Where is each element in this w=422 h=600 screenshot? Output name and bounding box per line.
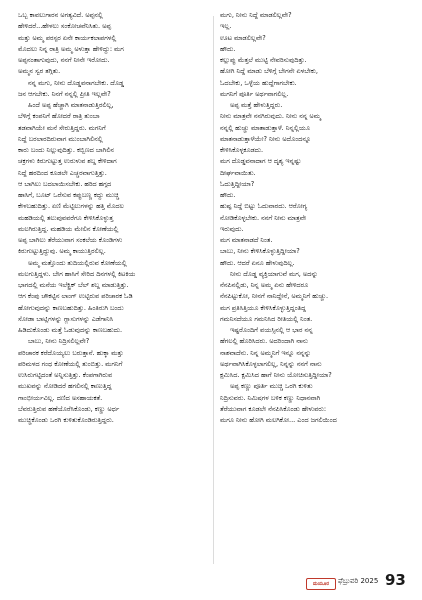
text-line: ಕಿರುಗುಟ್ಟುತ್ತಿದ್ದುವು. ಅಮ್ಮ ಕಾಯುತ್ತಿರಲಿಲ್ಲ.	[18, 247, 106, 256]
left-text-column	[18, 10, 204, 570]
text-line: ಮಗೂ ನೀನು ಹೋಗಿ ಮಲಗಿಕೋ... ಎಂದ ಜಗಲಿಯಿಂದ	[220, 416, 337, 424]
text-line: ಬೆಳಿಗ್ಗೆ ಕಂಪನಿಗೆ ಹೋದರೆ ರಾತ್ರಿ ತುಂಬಾ	[18, 112, 100, 121]
text-line: ಕಲ್ಲುಪ್ಪು ಮೆತ್ತಲೆ ಮುಟ್ಟಿ ನೇವರಿಸುವುದಿತ್ತು.	[220, 56, 307, 64]
issue-date: ಫೆಬ್ರುವರಿ 2025	[338, 577, 379, 585]
text-line: ಹಿಡಿದುಕೊಂಡು ಮತ್ತೆ ಓಡುವುದನ್ನು ಕಾಣಬಹುದು.	[18, 326, 123, 334]
text-line: ಹೇಳಿದರೆ...ಹೇಳಲು ಸಂಕೋಚವೆನಿಸಿತು. ಅಪ್ಪ	[18, 22, 112, 31]
text-line: ಚಕ್ರಗಳು ಕಿರುಗುಟ್ಟುತ್ತ ಉರುಳುವ ಶಬ್ದ ಕೇಳಿದಾಗ	[18, 157, 117, 166]
text-line: ಹೆಗಲಲ್ಲಿ ಹೊರಿಸಿದರು. ಅದರಿಂದಾಗಿ ನಾನು	[220, 337, 308, 346]
text-line: ಮುಖವನ್ನು ನೋಡಿದರೆ ಹಗಲಿನಲ್ಲಿ ಕಾಣುತ್ತಿದ್ದ	[18, 382, 112, 391]
text-line: ಇಲ್ಲ.	[220, 22, 232, 31]
text-line: ಮಗ ಪ್ರತಿಸಿತ್ತಿಯೂ ಕೇಳಿಸಿಕೊಳ್ಳುತ್ತಿದ್ದಂತಿದ್ದ	[220, 303, 306, 312]
text-line: ಅಪ್ಪ ಮತ್ತೆ ಹೇಳುತ್ತಿದ್ದರು.	[230, 101, 283, 109]
text-line: ಓದುತ್ತಿದ್ದೀಯಾ?	[220, 179, 255, 188]
magazine-page	[18, 10, 406, 570]
text-line: ಕೇಳಿಸಿಕೊಳ್ಳಕೂಡದು.	[220, 146, 264, 154]
text-line: ಅಮ್ಮನ ಸ್ವರ ತಗ್ಗಿತು.	[18, 67, 61, 76]
text-line: ಪರಿಮಳದ ಗಂಧ ಕೋಣೆಯಲ್ಲಿ ತುಂಬಿತ್ತು. ಮಗನಿಗೆ	[18, 359, 123, 368]
text-line: ಬೆವರುತ್ತಿರುವ ಹಣೆಯೊರೆಸಿಕೊಂಡು, ಕಣ್ಣು ಅರ್ಧ	[18, 404, 120, 413]
text-line: ಮೊದಲು ನಿನ್ನ ರಾತ್ರಿ ಅಮ್ಮ ಅಳುತ್ತಾ ಹೇಳಿದ್ದು: ಮಗ	[18, 44, 124, 53]
text-line: ಹುಷ್ಪ ನಿದ್ದೆ ಬಿಟ್ಟು ಓದುವಾರದು. ಆರೋಗ್ಯ	[220, 202, 308, 211]
text-line: ನಿದ್ದೆ ಹಠದಿಂದ ಕೂಡಲೇ ಎಚ್ಚರವಾಗುತ್ತಿತ್ತು.	[18, 168, 107, 177]
text-line: ಉಸಿರುಗಟ್ಟಿದಂತೆ ಅನ್ನಿಸುತ್ತಿತ್ತು. ಕೆಂಪಗಾಗಿರುವ	[18, 371, 113, 379]
text-line: ಜನ ಆಗಬೇಕು. ನಿನಗೆ ನನ್ನಲ್ಲಿ ಪ್ರೀತಿ ಇಲ್ಲವೇ?	[18, 89, 111, 98]
text-line: ಅಮ್ಮ ಮತ್ತೊಂದು ತುದಿಯಲ್ಲಿರುವ ಕೋಣೆಯಲ್ಲಿ	[28, 258, 127, 267]
text-line: ನೀನು ಮಾತ್ರವೇ ನನಗಿರುವುದು. ನೀನು ನನ್ನ ಅಮ್ಮ	[220, 112, 321, 121]
text-line: ಹೌದು.	[220, 44, 236, 53]
text-line: ಹೌದು. ಆದರೆ ಏನೂ ಹೇಳುವುದಿಲ್ಲ.	[220, 258, 295, 267]
text-line: ಭಾಗದಲ್ಲಿ ಮನೆಯ ಇಲೆಕ್ಟ್ರಿಕ್ ಬೆಲ್ ಶಬ್ದ ಮಾಡುತ್ತಿತ್ತು.	[18, 281, 129, 289]
text-line: ತೆರೆಯುವಾಗ ಕೂಡಲೇ ನೆನಪಿಸಿಕೊಂಡು ಹೇಳುವರು:	[220, 404, 327, 413]
text-line: ಮಲಗುತ್ತಿದ್ದಳು. ಬೇಗ ಹಾಸಿಗೆ ಸೇರಿದ ದಿನಗಳಲ್ಲಿ ಕಿಟಕಿಯ	[18, 269, 136, 278]
text-line: ಅಪ್ಪ ಬಾಗಿಲು ತೆರೆಯುವಾಗ ಸಂಕಲೆಯ ಕೊಂಡಿಗಳು	[18, 236, 123, 244]
magazine-logo: ಮಯೂರ	[306, 578, 336, 590]
text-line: ತಡವಾಗಿಯೇ ಮನೆ ಸೇರುತ್ತಿದ್ದರು. ಮಗನಿಗೆ	[18, 123, 106, 132]
text-line: ಕೇಳಬಹುದಿತ್ತು. ಏಣಿ ಮೆಟ್ಟಿಲುಗಳನ್ನು ಹತ್ತಿ ಮೊದಲ	[18, 202, 124, 211]
text-line: ಆ ಬಾಗಿಲು ಬದಲಾಯಿಸಬೇಕು. ಹರಿದ ಹಗ್ಗದ	[18, 179, 112, 188]
text-line: ಹಾಸಿಗೆ, ಬೂಟ್ ಒರೆಸುವ ಕಪ್ಪುಬಣ್ಣ ಕದ್ದು ಮುಚ್ಚಿ	[18, 191, 120, 199]
text-line: ಹೌದು.	[220, 191, 236, 199]
text-line: ನಾಶವಾದೆನು. ನಿನ್ನ ಅಮ್ಮನಿಗೆ ಇನ್ನೂ ನನ್ನನ್ನು	[220, 348, 312, 357]
text-line: ಮಹಡಿಯಲ್ಲಿ ತಲುಪುವವರೆಗೂ ಕೇಳಿಸಿಕೊಳ್ಳುತ್ತ	[18, 213, 114, 222]
text-line: ನಿದ್ದೆ ಬರಲಾರದಿರುವಾಗ ಮುಂಬಾಗಿಲಿನಲ್ಲಿ	[18, 134, 103, 143]
text-line: ಹೋಗಿ ನಿದ್ದೆ ಮಾಡು ಬೆಳಿಗ್ಗೆ ಬೇಗನೇ ಏಳಬೇಕು,	[220, 67, 318, 76]
text-line: ದೀರ್ಘವಾಯಿತು.	[220, 168, 256, 177]
text-line: ಓದಬೇಕು, ಒಳ್ಳೆಯ ಹುದ್ದೆಗಾಗಬೇಕು.	[220, 78, 297, 87]
text-line: ಕ್ಷಮಿಸಿದ. ಕ್ಷಮಿಸಿದ ಹಾಗೆ ನೀನು ಯೋಚಿಸುತ್ತಿದ್ದೀಯಾ?	[220, 371, 332, 379]
text-line: ಬಾಬು, ನೀನು ನಿದ್ರಿಸಲಿಲ್ಲವೇ?	[28, 337, 90, 346]
page-footer	[0, 570, 404, 594]
text-line: ನನ್ನಲ್ಲಿ ಹುಚ್ಚು ಮಾತಾಡುತ್ತಾಳೆ. ನಿನ್ನಲ್ಲಿಯೂ	[220, 123, 311, 132]
text-line: ಇಷ್ಟರೊಂದಿಗೆ ವಯಸ್ಸಿನಲ್ಲಿ ಆ ಭಾರ ನನ್ನ	[230, 326, 313, 334]
text-line: ನೋಡಿಕೊಳ್ಳಬೇಕು. ನನಗೆ ನೀನು ಮಾತ್ರವೇ	[220, 213, 307, 222]
column-divider	[213, 16, 214, 564]
text-line: ಮಗು, ನೀನು ನಿದ್ದೆ ಮಾಡಲಿಲ್ಲವೇ?	[220, 11, 292, 19]
text-line: ಮಗ ಮಾತನಾಡದೆ ನಿಂತ.	[220, 236, 273, 244]
text-line: ನೆನಪಿಟ್ಟುಕೋ, ನೀನಗೆ ನಾನಿದ್ದೇನೆ, ಅಮ್ಮನಿಗೆ ಹುಚ್ಚು.	[220, 292, 329, 301]
text-line: ಅಪ್ಪನಂತಾಗುವುದು, ನನಗೆ ನೀನೇ ಇರೋದು.	[18, 56, 110, 64]
text-line: ಬಾಬು, ನೀನು ಕೇಳಿಸಿಕೊಳ್ಳುತ್ತಿದ್ದೀಯಾ?	[220, 247, 300, 256]
text-line: ಒಬ್ಬ ಕಾವಲುಗಾರನ ಅಗತ್ಯವಿದೆ. ಅಪ್ಪನಲ್ಲಿ	[18, 11, 103, 19]
text-line: ಮಗನಿಗೆ ಪೂರ್ತಿ ಅರ್ಥವಾಗಲಿಲ್ಲ.	[220, 89, 289, 98]
text-line: ಮಗ ದೊಡ್ಡವನಾದಾಗ ಆ ದೃಶ್ಯ ಇನ್ನಷ್ಟು	[220, 157, 302, 166]
text-line: ಮುಚ್ಚಿಕೊಂಡು ಒರಗಿ ಕುಳಿತುಕೊಂಡಿರುತ್ತಿದ್ದರು.	[18, 416, 114, 424]
text-line: ನೀನು ದೊಡ್ಡ ವ್ಯಕ್ತಿಯಾಗುವೆ ಮಗ, ಅದನ್ನು	[230, 269, 318, 278]
text-line: ಸೋಡಾ ಬಾಟ್ಲಿಗಳನ್ನು ಗ್ಲಾಸುಗಳನ್ನು ಎಡೆಗಾನಿಸಿ	[18, 314, 114, 323]
text-line: ಇರುವುದು.	[220, 224, 244, 233]
text-line: ಮಲಗಿರುತ್ತಿದ್ದ. ಮಹಡಿಯ ಮೇಲಿನ ಕೋಣೆಯಲ್ಲಿ	[18, 224, 119, 233]
text-line: ನನ್ನ ಮಗು, ನೀನು ದೊಡ್ಡವನಾಗಬೇಕು. ದೊಡ್ಡ	[28, 78, 124, 87]
text-line: ಕಾರು ಬಂದು ನಿಲ್ಲುವುದಿತ್ತು. ಕಬ್ಬಿಣದ ಬಾಗಿಲಿನ	[18, 146, 114, 154]
text-line: ಅರ್ಥವಾಗಿಸಿಕೊಳ್ಳಲಾಗಲಿಲ್ಲ, ನಿನ್ನನ್ನು ನನಗೆ ನಾನು	[220, 359, 322, 368]
text-line: ನೆನಪಿನಲ್ಲಿಡು, ನಿನ್ನ ಅಮ್ಮ ಏನು ಹೇಳಿದರೂ	[220, 281, 309, 289]
text-line: ಅಪ್ಪ ಕಣ್ಣು ಪೂರ್ತಿ ಮುಚ್ಚಿ ಒರಗಿ ಕುಳಿತು	[230, 382, 313, 391]
text-line: ಆಗ ಕೆಂಪು ಚೌಕಟ್ಟಿನ ಲಾಂಗ್ ಉಟ್ಟಿರುವ ಪರಿಚಾರಕ ಓಡಿ	[18, 292, 133, 301]
text-line: ಮಾತನಾಡುತ್ತಾಳೆಯೇ? ನೀನು ಅದೊಂದನ್ನೂ	[220, 134, 312, 143]
text-line: ಹೋಗುವುದನ್ನು ಕಾಣಬಹುದಿತ್ತು. ಹಿಂತಿರುಗಿ ಬಂದು	[18, 303, 124, 312]
text-line: ಗಮನಿಸದೆಯೂ ಗಮನಿಸಿದ ರೀತಿಯಲ್ಲಿ ನಿಂತ.	[220, 314, 313, 323]
text-line: ಪರಿಚಾರಕ ಕರೆದೊಯ್ಯಲು ಬರುತ್ತಾನೆ. ಹುಕ್ಕಾ ಮತ್ತು	[18, 348, 124, 357]
text-line: ಮತ್ತು ಅಮ್ಮ ಪರಸ್ಪರ ಏನೇ ಕಾರ್ಯಕಲಾಪಗಳಲ್ಲಿ	[18, 33, 117, 42]
text-line: ಹಿಂದೆ ಅಪ್ಪ ಹೆಚ್ಚಾಗಿ ಮಾತನಾಡುತ್ತಿರಲಿಲ್ಲ,	[28, 101, 114, 109]
text-line: ಊಟ ಮಾಡಲಿಲ್ಲವೇ?	[220, 33, 266, 42]
page-number: 93	[385, 571, 406, 589]
text-line: ಗಾಂಭೀರ್ಯವಿಲ್ಲ. ದಣಿದ ಅಸಹಾಯಕತೆ.	[18, 393, 103, 402]
text-line: ನಿದ್ರಿಸುವರು. ನಿಮಿಷಗಳ ಬಳಿಕ ಕಣ್ಣು ನಿಧಾನವಾಗಿ	[220, 393, 321, 402]
right-text-column	[220, 10, 406, 570]
